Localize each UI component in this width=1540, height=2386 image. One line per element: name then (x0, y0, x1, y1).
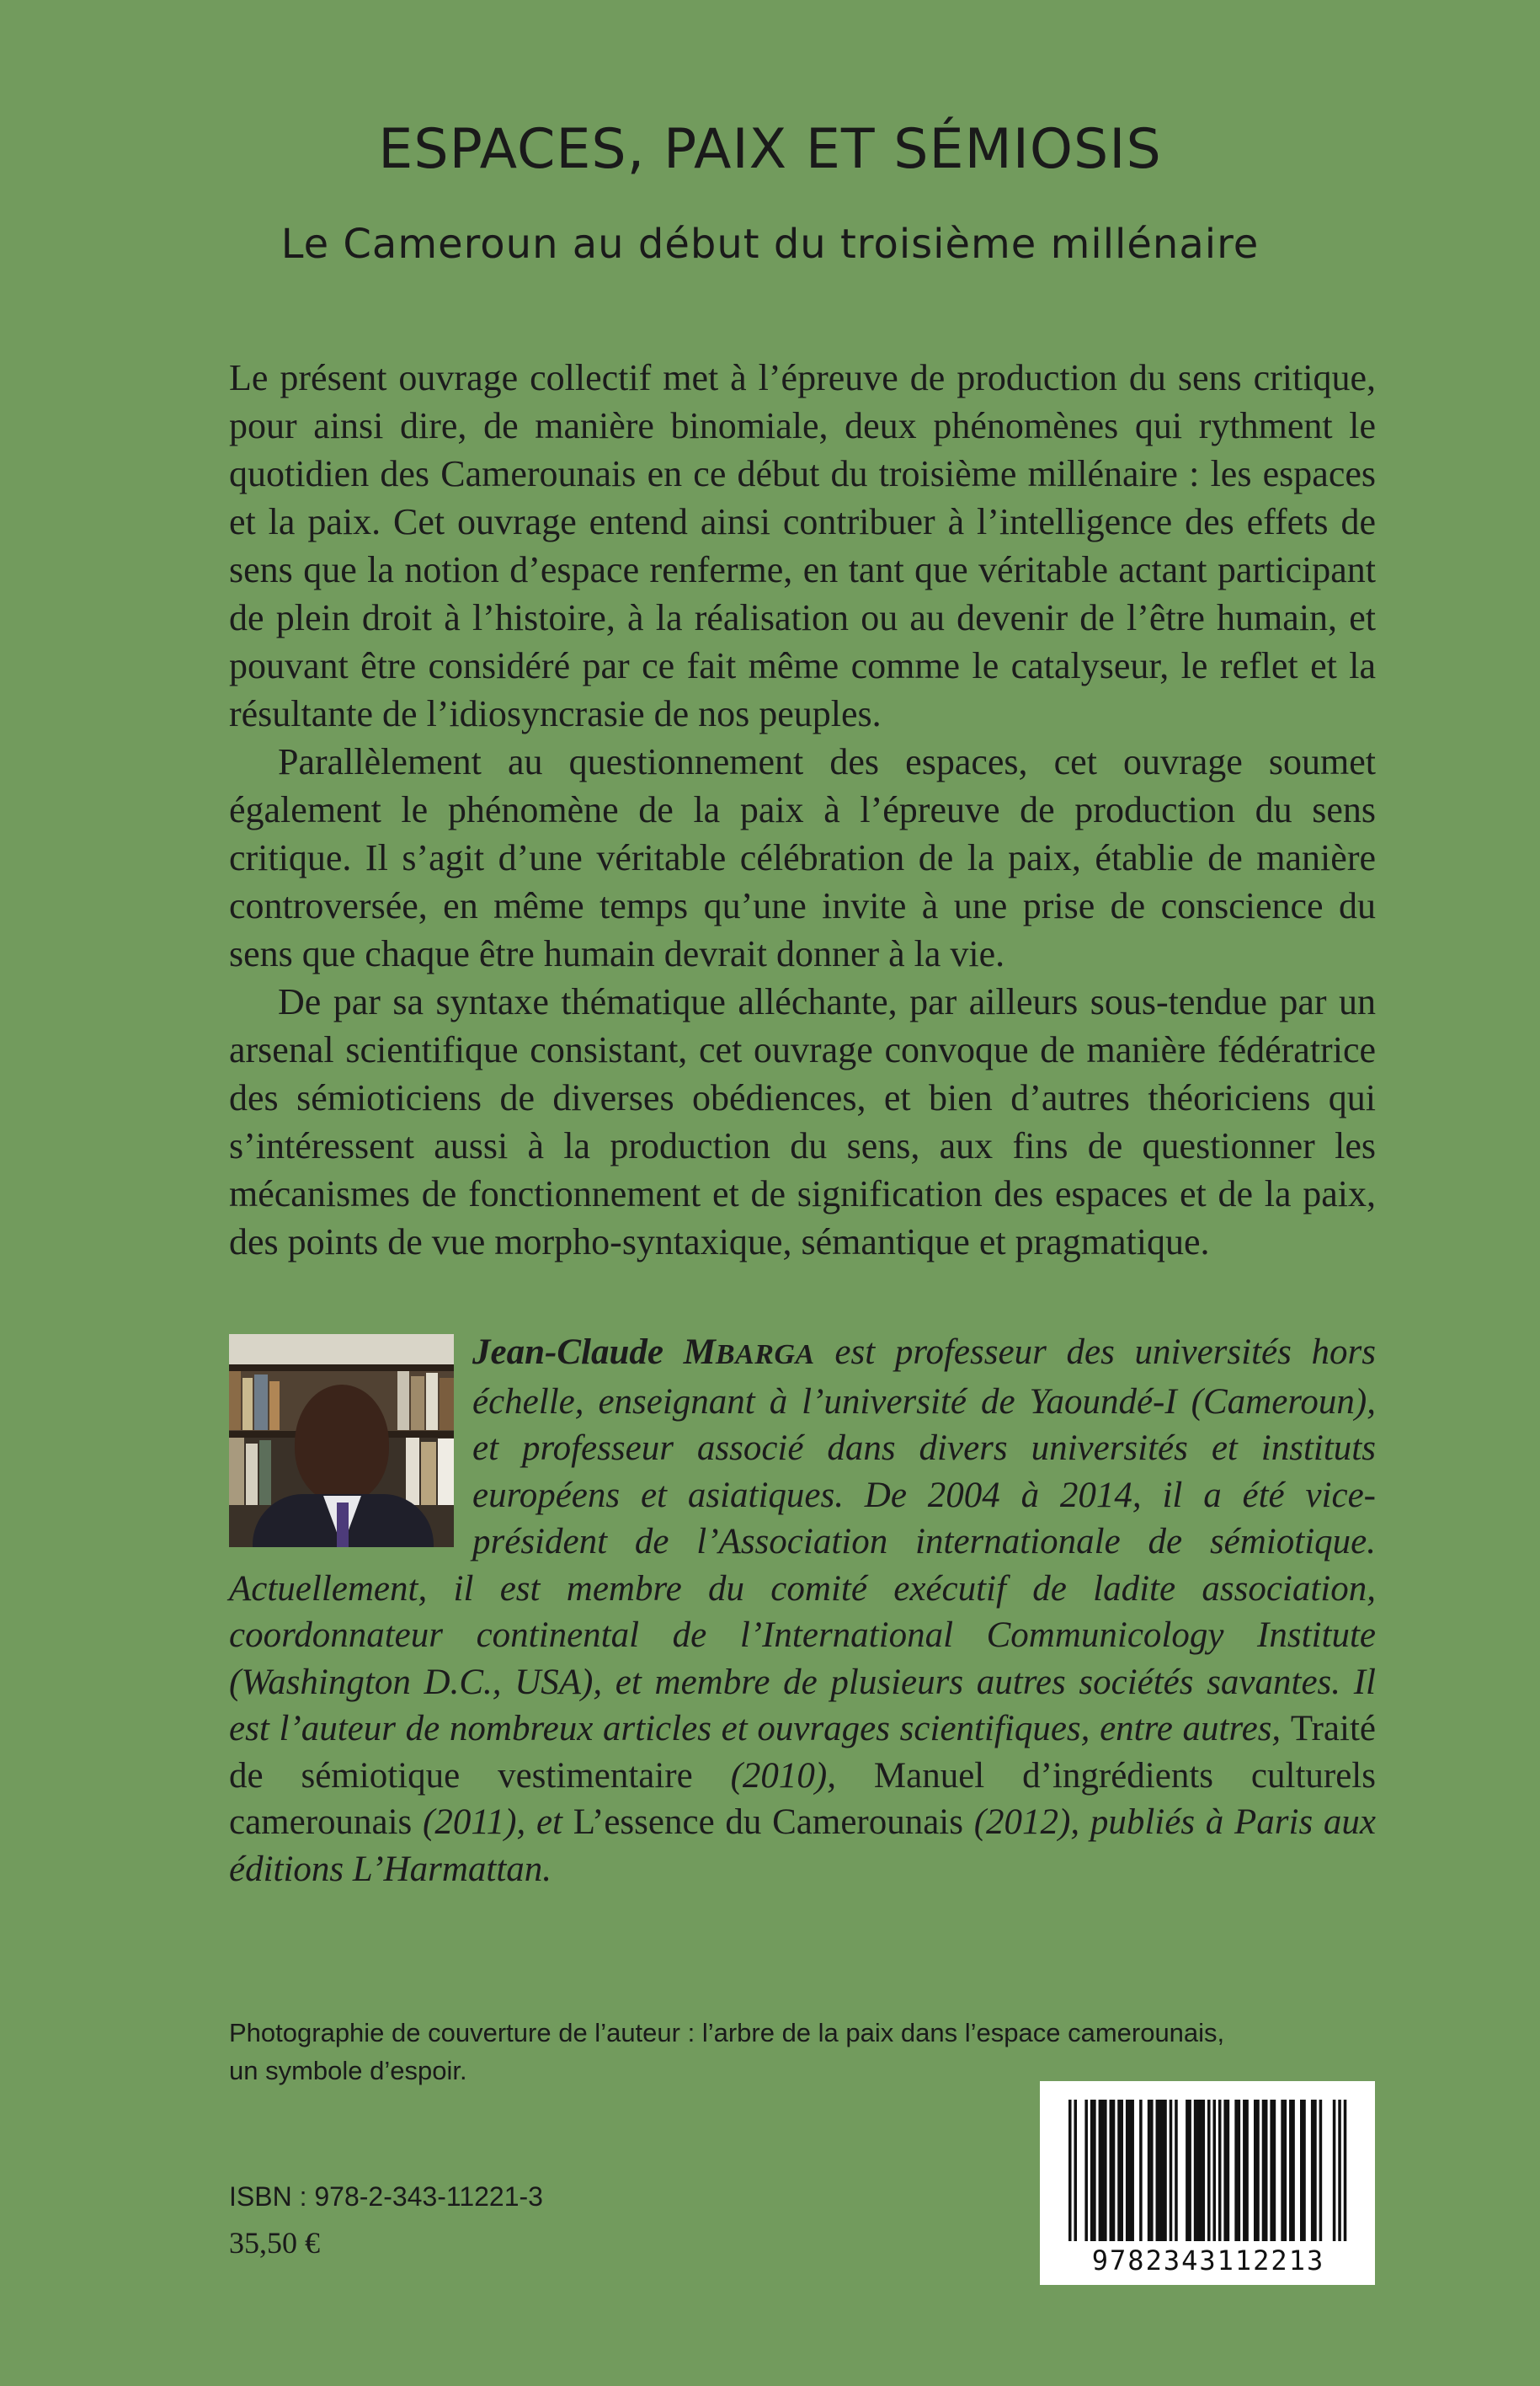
description-paragraph-2: Parallèlement au questionnement des espaces, cet ouvrage soumet également le phénomène de la paix à l’épreuve de production du sens critique. Il s’agit d’une véritable célébration de la paix, établie de manière controversée, en même temps qu’une invite à une prise de conscience du sens que chaque être humain devrait donner à la vie. (229, 741, 1376, 974)
barcode-bar (1243, 2100, 1246, 2241)
barcode-bar (1159, 2100, 1162, 2241)
barcode-bar (1194, 2100, 1197, 2241)
barcode-bar (1292, 2100, 1295, 2241)
author-biography: Jean-Claude MBARGA est professeur des universités hors échelle, enseignant à l’université de Yaoundé-I (Cameroun), et professeur associé dans divers universités et instituts européens et asiatiques. De 2004 à 2014, il a été vice-président de l’Association internationale de sémiotique. Actuellement, il est membre du comité exécutif de ladite association, coordonnateur continental de l’International Communicology Institute (Washington D.C., USA), et membre de plusieurs autres sociétés savantes. Il est l’auteur de nombreux articles et ouvrages scientifiques, entre autres, Traité de sémiotique vestimentaire (2010), Manuel d’ingrédients culturels camerounais (2011), et L’essence du Camerounais (2012), publiés à Paris aux éditions L’Harmattan. (229, 1332, 1377, 1889)
barcode-bar (1093, 2100, 1096, 2241)
barcode-bar (1273, 2100, 1276, 2241)
barcode-bar (1156, 2100, 1159, 2241)
barcode-bar (1131, 2100, 1134, 2241)
isbn-barcode (1040, 2081, 1375, 2285)
barcode-bar (1117, 2100, 1121, 2241)
barcode-bar (1188, 2100, 1191, 2241)
work-title-3: L’essence du Camerounais (573, 1802, 963, 1842)
barcode-bar (1314, 2100, 1317, 2241)
barcode-bar (1281, 2100, 1284, 2241)
barcode-bar (1270, 2100, 1273, 2241)
barcode-bar (1128, 2100, 1132, 2241)
barcode-bar (1212, 2100, 1216, 2241)
description-paragraph-1: Le présent ouvrage collectif met à l’épreuve de production du sens critique, pour ainsi dire, de manière binomiale, deux phénomènes qui rythment le quotidien des Camerounais en ce début du troisième millénaire : les espaces et la paix. Cet ouvrage entend ainsi contribuer à l’intelligence des effets de sens que la notion d’espace renferme, en tant que véritable actant participant de plein droit à l’histoire, à la réalisation ou au devenir de l’être humain, et pouvant être considéré par ce fait même comme le catalyseur, le reflet et la résultante de l’idiosyncrasie de nos peuples. (229, 357, 1376, 734)
barcode-bar (1175, 2100, 1178, 2241)
barcode-bar (1254, 2100, 1257, 2241)
barcode-bar (1104, 2100, 1107, 2241)
barcode-bar (1227, 2100, 1230, 2241)
author-face (295, 1385, 389, 1503)
barcode-bar (1112, 2100, 1116, 2241)
barcode-bar (1333, 2100, 1336, 2241)
barcode-bar (1300, 2100, 1303, 2241)
barcode-bar (1139, 2100, 1143, 2241)
barcode-bar (1186, 2100, 1189, 2241)
barcode-bar (1344, 2100, 1347, 2241)
barcode-bar (1068, 2100, 1072, 2241)
barcode-bar (1196, 2100, 1200, 2241)
barcode-bar (1319, 2100, 1323, 2241)
barcode-bar (1245, 2100, 1249, 2241)
barcode-bar (1262, 2100, 1266, 2241)
barcode-bar (1199, 2100, 1202, 2241)
barcode-bar (1265, 2100, 1268, 2241)
barcode-bar (1303, 2100, 1306, 2241)
barcode-bar (1126, 2100, 1129, 2241)
author-photo (229, 1334, 454, 1547)
barcode-bar (1148, 2100, 1151, 2241)
barcode-bar (1161, 2100, 1164, 2241)
barcode-bar (1207, 2100, 1211, 2241)
back-cover-description (229, 354, 1376, 1266)
description-paragraph-3: De par sa syntaxe thématique alléchante, par ailleurs sous-tendue par un arsenal scientifique consistant, cet ouvrage convoque de manière fédératrice des sémioticiens de diverses obédiences, et bien d’autres théoriciens qui s’intéressent aussi à la production du sens, aux fins de questionner les mécanismes de fonctionnement et de signification des espaces et de la paix, des points de vue morpho-syntaxique, sémantique et pragmatique. (229, 981, 1376, 1262)
barcode-bar (1090, 2100, 1094, 2241)
barcode-bar (1234, 2100, 1238, 2241)
barcode-bar (1074, 2100, 1077, 2241)
barcode-bar (1101, 2100, 1105, 2241)
barcode-bar (1223, 2100, 1227, 2241)
barcode-bar (1164, 2100, 1167, 2241)
barcode-bar (1256, 2100, 1260, 2241)
price-label: 35,50 € (229, 2226, 320, 2260)
barcode-bar (1170, 2100, 1173, 2241)
book-subtitle: Le Cameroun au début du troisième millénaire (280, 221, 1260, 268)
barcode-bar (1120, 2100, 1123, 2241)
barcode-number: 9782343112213 (1091, 2245, 1325, 2277)
barcode-bar (1099, 2100, 1102, 2241)
cover-photo-caption: Photographie de couverture de l’auteur : l’arbre de la paix dans l’espace camerounais, un symbole d’espoir. (229, 2018, 1225, 2085)
barcode-bar (1338, 2100, 1341, 2241)
barcode-bar (1218, 2100, 1222, 2241)
barcode-bar (1084, 2100, 1088, 2241)
barcode-bar (1289, 2100, 1292, 2241)
author-bio-text: est professeur des universités hors échelle, enseignant à l’université de Yaoundé-I (Cameroun), et professeur associé dans divers universités et instituts européens et asiatiques. De 2004 à 2014, il a été vice-président de l’Association internationale de sémiotique. Actuellement, il est membre du comité exécutif de ladite association, coordonnateur continental de l’International Communicology Institute (Washington D.C., USA), et membre de plusieurs autres sociétés savantes. Il est l’auteur de nombreux articles et ouvrages scientifiques, entre autres, (229, 1332, 1377, 1748)
book-title: ESPACES, PAIX ET SÉMIOSIS (378, 118, 1162, 181)
work-title-1: Traité de sémiotique vestimentaire (229, 1709, 1376, 1796)
barcode-bar (1110, 2100, 1113, 2241)
barcode-bar (1202, 2100, 1206, 2241)
barcode-bar (1150, 2100, 1154, 2241)
barcode-bar (1311, 2100, 1314, 2241)
barcode-bar (1284, 2100, 1287, 2241)
isbn-label: ISBN : 978-2-343-11221-3 (229, 2181, 543, 2212)
barcode-bar (1238, 2100, 1241, 2241)
work-title-2: Manuel d’ingrédients culturels camerounais (229, 1755, 1376, 1842)
author-name: Jean-Claude MBARGA (472, 1332, 815, 1372)
